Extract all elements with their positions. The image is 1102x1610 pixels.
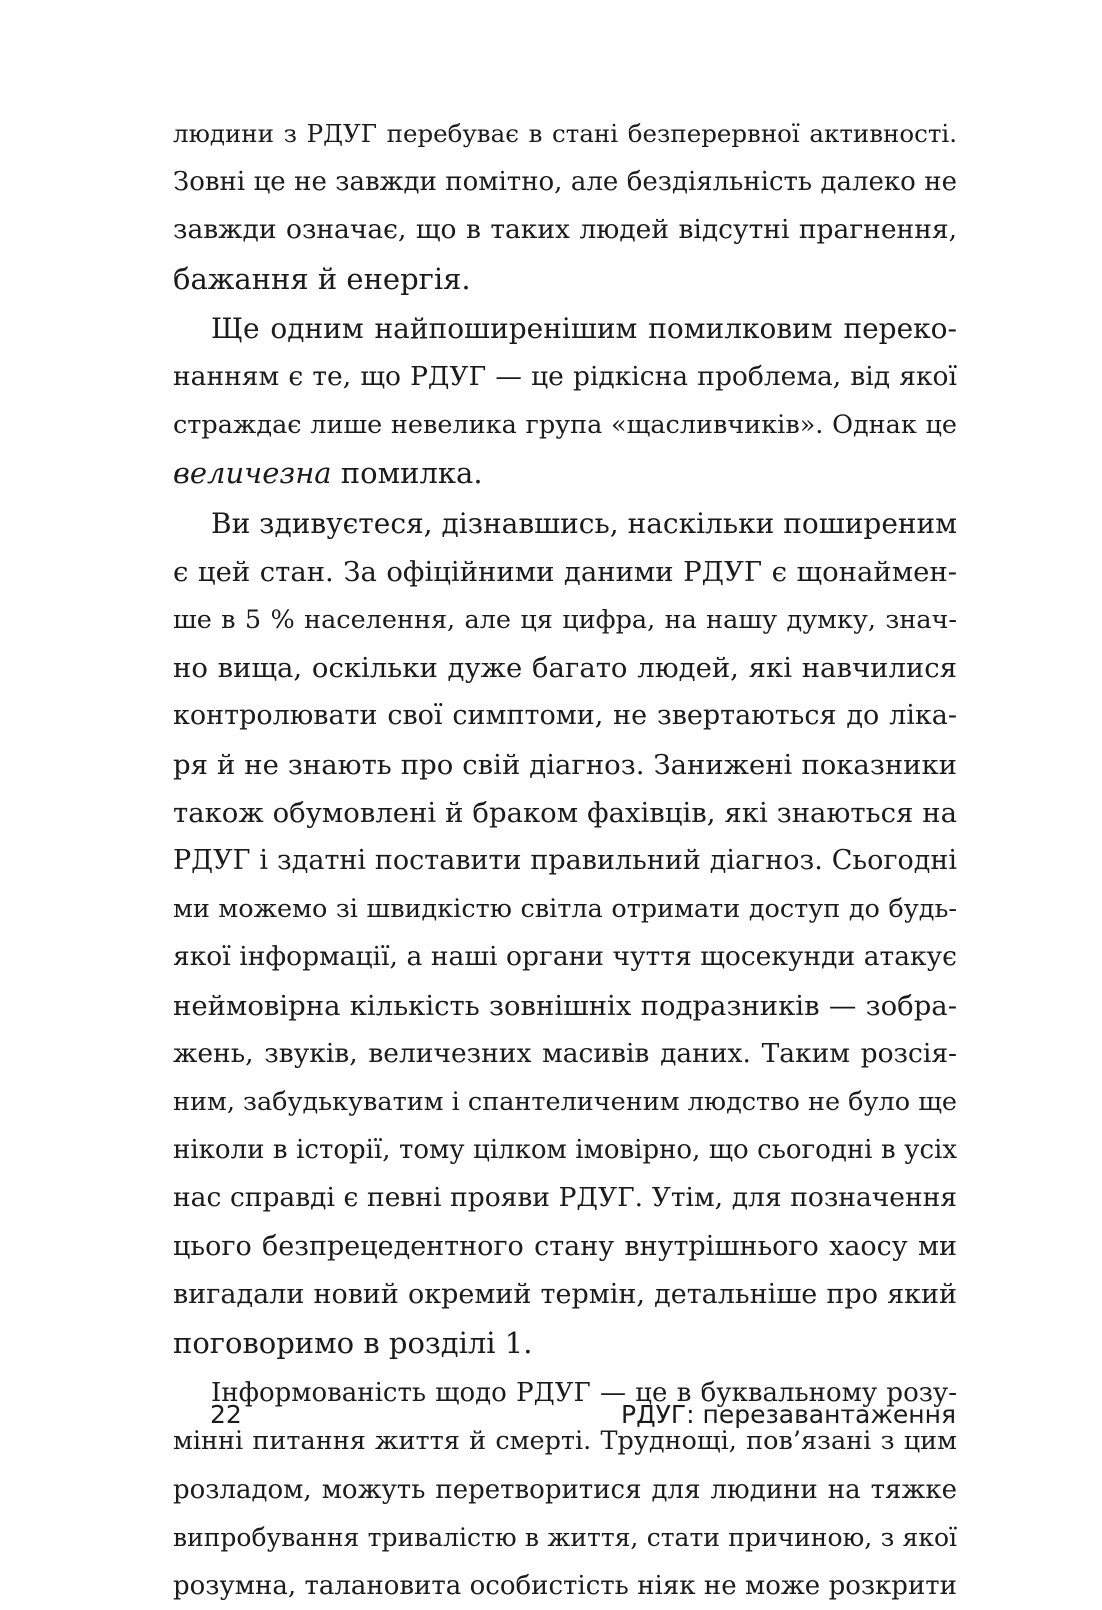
paragraph xyxy=(173,305,957,498)
text-line: жень, звуків, величезних масивів даних. Таким розсія- xyxy=(173,1037,957,1069)
text-line: ніколи в історії, тому цілком імовірно, що сьогодні в усіх xyxy=(173,1135,957,1166)
paragraph xyxy=(173,110,957,303)
text-line: бажання й енергія. xyxy=(173,261,471,296)
text-line: неймовірна кількість зовнішніх подразників — зобра- xyxy=(173,989,957,1022)
text-line: ним, забудькуватим і спантеличеним людство не було ще xyxy=(173,1087,957,1118)
body-text xyxy=(173,110,957,1610)
paragraph xyxy=(173,500,957,1368)
text-line: ше в 5 % населення, але ця цифра, на нашу думку, знач- xyxy=(173,605,957,636)
text-line: страждає лише невелика група «щасливчиків». Однак це xyxy=(173,410,957,441)
text-line: Інформованість щодо РДУГ — це в буквальному розу- xyxy=(211,1378,957,1409)
text-line: нанням є те, що РДУГ — це рідкісна проблема, від якої xyxy=(173,361,957,393)
text-line: завжди означає, що в таких людей відсутні прагнення, xyxy=(173,214,957,246)
text-line: розладом, можуть перетворитися для людини на тяжке xyxy=(173,1474,957,1505)
text-line: ми можемо зі швидкістю світла отримати доступ до будь- xyxy=(173,894,957,925)
text-line: нас справді є певні прояви РДУГ. Утім, для позначення xyxy=(173,1182,957,1214)
text-line: контролювати свої симптоми, не звертаються до ліка- xyxy=(173,700,957,732)
text-line: Зовні це не завжди помітно, але бездіяльність далеко не xyxy=(173,167,957,198)
running-title: РДУГ: перезавантаження xyxy=(621,1400,956,1429)
text-line: якої інформації, а наші органи чуття щосекунди атакує xyxy=(173,941,957,973)
text-fragment: помилка. xyxy=(331,456,483,491)
text-line: цього безпрецедентного стану внутрішнього хаосу ми xyxy=(173,1230,957,1262)
text-line xyxy=(173,449,957,497)
text-line: є цей стан. За офіційними даними РДУГ є щонаймен- xyxy=(173,555,957,588)
text-line: Ще одним найпоширенішим помилковим переко- xyxy=(211,311,957,345)
text-line: РДУГ і здатні поставити правильний діагноз. Сьогодні xyxy=(173,845,957,877)
text-line: вигадали новий окремий термін, детальніше про який xyxy=(173,1278,957,1310)
text-line: людини з РДУГ перебуває в стані безперервної активності. xyxy=(173,119,957,148)
text-line: ря й не знають про свій діагноз. Занижені показники xyxy=(173,748,957,781)
text-line: поговоримо в розділі 1. xyxy=(173,1326,533,1361)
page-number: 22 xyxy=(210,1400,242,1429)
text-line: Ви здивуєтеся, дізнавшись, наскільки поширеним xyxy=(211,506,957,540)
text-line: також обумовлені й браком фахівців, які знаються на xyxy=(173,796,957,829)
emphasized-word: величезна xyxy=(173,456,332,491)
text-line: розумна, талановита особистість ніяк не може розкрити xyxy=(173,1571,957,1602)
text-line: но вища, оскільки дуже багато людей, які навчилися xyxy=(173,652,957,685)
text-line: мінні питання життя й смерті. Труднощі, пов’язані з цим xyxy=(173,1426,957,1457)
text-line: випробування тривалістю в життя, стати причиною, з якої xyxy=(173,1522,957,1552)
